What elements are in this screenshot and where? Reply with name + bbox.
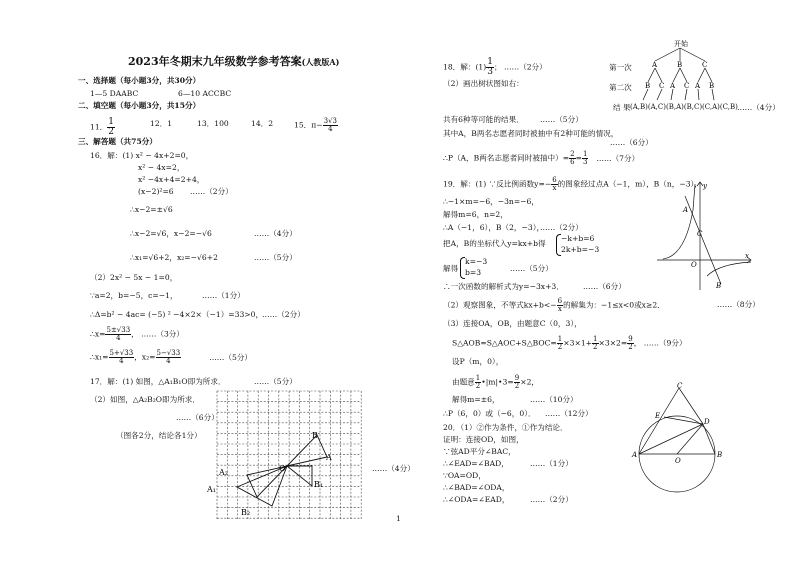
q20-line4: ∴∠EAD=∠BAD， <box>443 459 509 468</box>
q19-line10: S△AOB=S△AOC+S△BOC= $\frac{1}{2}$ ×3×1+ $\frac{1}{2}$ ×3×2= $\frac{9}{2}$ ， ……（9分） <box>452 335 687 351</box>
q19-line4-score: ……（2分） <box>540 223 583 232</box>
circle-label-a: A <box>632 451 638 459</box>
svg-text:B: B <box>709 82 715 90</box>
q20-line2: 证明：连接OD，如图， <box>443 435 524 444</box>
q18-line5: ……（6分） <box>610 138 653 147</box>
q19-line6-eq1: k=−3 <box>465 257 488 266</box>
q19-line6-eq2: b=3 <box>465 268 482 277</box>
q16-line10: ∴Δ=b² − 4ac= (−5) ² −4×2×（−1）=33>0， <box>90 310 264 319</box>
q20-line3: ∵弦AD平分∠BAC， <box>443 447 516 456</box>
graph-label-c: C <box>697 230 703 238</box>
q19-line8-score: ……（8分） <box>717 300 760 309</box>
q16-line11: ∴x= $\frac{5\pm√33}{4}$ ， ……（3分） <box>90 326 184 342</box>
q19-line13: 解得m=±6， <box>452 395 500 404</box>
q19-line14-score: ……（12分） <box>545 409 593 418</box>
q16-line4: (x−2)²=6 <box>138 187 174 196</box>
q17-side-score: ……（4分） <box>372 464 415 473</box>
q19-line13-score: ……（10分） <box>530 395 578 404</box>
q16-line7: ∴x₁=√6+2，x₂=−√6+2 <box>130 253 218 262</box>
q16-line10-score: ……（2分） <box>262 310 305 319</box>
q16-line9-score: ……（1分） <box>202 291 245 300</box>
q19-line5: 把A，B的坐标代入y=kx+b得 <box>443 239 546 248</box>
svg-text:B: B <box>677 61 683 69</box>
svg-text:A: A <box>695 82 701 90</box>
graph-label-y: y <box>703 182 707 190</box>
svg-text:A: A <box>670 82 676 90</box>
page-title: 2023年冬期末九年级数学参考答案(人教版A) <box>128 55 340 68</box>
tree-label-second: 第二次 <box>609 83 632 92</box>
circle-label-d: D <box>704 418 710 426</box>
q19-line6-score: ……（5分） <box>510 264 553 273</box>
grid-figure <box>207 391 361 521</box>
q18-line1: 18．解：(1) $\frac{1}{3}$ ； ……（2分） <box>443 57 547 77</box>
grid-label-o: O <box>279 464 286 473</box>
svg-text:A: A <box>652 61 658 69</box>
q19-line5-eq1: −k+b=6 <box>561 234 595 243</box>
page-number: 1 <box>396 514 401 523</box>
section-2-heading: 二、填空题（每小题3分，共15分） <box>78 101 201 110</box>
grid-label-b: B <box>312 431 318 440</box>
graph-label-a: A <box>683 206 689 214</box>
q20-line5: ∵OA=OD， <box>443 471 486 480</box>
q17-line2: （2）如图，△A₂B₂O即为所求． <box>90 395 200 404</box>
q19-line7: ∴一次函数的解析式为y=−3x+3． <box>443 282 564 291</box>
circle-label-o: O <box>675 457 681 465</box>
q16-line6: ∴x−2=√6，x−2=−√6 <box>130 229 212 238</box>
answer-11: 11． $\frac{1}{2}$ <box>90 117 114 137</box>
grid-label-b1: B₁ <box>314 480 324 489</box>
q19-line8: （2）观察图象，不等式kx+b<− $\frac{6}{x}$ 的解集为：−1≤x<0或x≥2． <box>443 297 665 313</box>
q18-line3-score: ……（5分） <box>540 115 583 124</box>
tree-label-first: 第一次 <box>609 63 632 72</box>
circle-label-e: E <box>655 412 661 420</box>
q16-line1: 16．解：(1) x² − 4x+2=0， <box>90 151 194 160</box>
q17-line4: （图各2分，结论各1分） <box>116 431 202 440</box>
q19-line12: 由题意 $\frac{1}{2}$ •|m|•3= $\frac{9}{2}$ ×2， <box>452 374 539 390</box>
q20-line1: 20．（1）②作为条件，①作为结论． <box>443 423 568 432</box>
q17-line1: 17．解：(1) 如图，△A₁B₁O即为所求． <box>90 377 226 386</box>
q19-line14: ∴P（6，0）或（−6，0）． <box>443 409 536 418</box>
tree-label-result: 结 果 <box>613 103 631 112</box>
answer-15: 15．π− $\frac{3√3}{4}$ <box>294 117 337 133</box>
q17-line3: ……（6分） <box>176 413 219 422</box>
svg-text:C: C <box>702 61 708 69</box>
answer-14: 14．2 <box>251 119 274 128</box>
graph-label-o: O <box>691 261 697 269</box>
q19-line11: 设P（m，0）， <box>452 357 504 366</box>
q18-line3: 共有6种等可能的结果． <box>443 115 524 124</box>
q19-line4: ∴A（−1，6），B（2，−3）， <box>443 223 545 232</box>
grid-label-a1: A₁ <box>207 485 216 494</box>
answers-6-10: 6—10 ACCBC <box>178 89 232 98</box>
q20-line6: ∴∠BAD=∠ODA， <box>443 483 510 492</box>
answers-1-5: 1—5 DAABC <box>90 89 139 98</box>
graph-label-x: x <box>745 252 749 260</box>
tree-diagram <box>640 40 740 110</box>
grid-label-a: A <box>326 453 332 462</box>
svg-text:C: C <box>659 82 665 90</box>
section-3-heading: 三、解答题（共75分） <box>78 137 157 146</box>
q18-line6: ∴P（A，B两名志愿者同时被抽中）= $\frac{2}{6}$ = $\frac{1}{3}$ ……（7分） <box>443 150 640 166</box>
q20-line7: ∴∠ODA=∠EAD， <box>443 495 510 504</box>
grid-label-a2: A₂ <box>219 468 228 477</box>
circle-diagram <box>633 384 725 494</box>
circle-label-b: B <box>717 451 723 459</box>
q19-line5-eq2: 2k+b=−3 <box>561 245 600 254</box>
q18-line2: （2）画出树状图如右： <box>443 79 524 88</box>
q19-line1: 19．解：(1) ∵反比例函数y=− $\frac{6}{x}$ 的图象经过点A（−1，m），B（n，−3）， <box>443 176 702 192</box>
svg-text:C: C <box>684 82 690 90</box>
q19-line7-score: ……（6分） <box>583 282 626 291</box>
q19-line9: （3）连接OA，OB，由题意C（0，3）， <box>443 319 582 328</box>
q16-line3: x² −4x+4=2+4， <box>138 175 205 184</box>
q16-line5: ∴x−2=±√6 <box>130 205 173 214</box>
q16-line4-score: ……（2分） <box>190 187 233 196</box>
q16-line2: x² − 4x=2， <box>138 163 185 172</box>
q19-line6: 解得 <box>443 264 459 273</box>
q20-line7-score: ……（2分） <box>530 495 573 504</box>
tree-start: 开始 <box>674 40 688 48</box>
q16-line9: ∵a=2，b=−5，c=−1， <box>90 291 178 300</box>
q16-line12: ∴x₁= $\frac{5+√33}{4}$ ，x₂= $\frac{5-√33}{4}$ ……（5分） <box>90 349 253 365</box>
q19-line2: ∴−1×m=−6，−3n=−6， <box>443 197 539 206</box>
function-graph <box>655 180 753 292</box>
svg-text:B: B <box>645 82 651 90</box>
q17-line1-score: ……（5分） <box>254 377 297 386</box>
answer-13: 13．100 <box>197 119 229 128</box>
grid-label-b2: B₂ <box>241 508 251 517</box>
q16-line8: （2）2x² − 5x − 1=0， <box>90 273 178 282</box>
q19-line3: 解得m=6，n=2， <box>443 210 508 219</box>
q18-line4: 其中A，B两名志愿者同时被抽中有2种可能的情况， <box>443 129 619 138</box>
circle-label-c: C <box>677 382 683 390</box>
q16-line6-score: ……（4分） <box>254 229 297 238</box>
graph-label-b: B <box>716 282 722 290</box>
answer-12: 12．1 <box>150 119 173 128</box>
q16-line7-score: ……（5分） <box>254 253 297 262</box>
q20-line4-score: ……（1分） <box>530 459 573 468</box>
tree-results: (A,B)(A,C)(B,A)(B,C)(C,A)(C,B) <box>630 103 738 111</box>
section-1-heading: 一、选择题（每小题3分，共30分） <box>78 76 201 85</box>
tree-score: ……（4分） <box>737 103 780 112</box>
